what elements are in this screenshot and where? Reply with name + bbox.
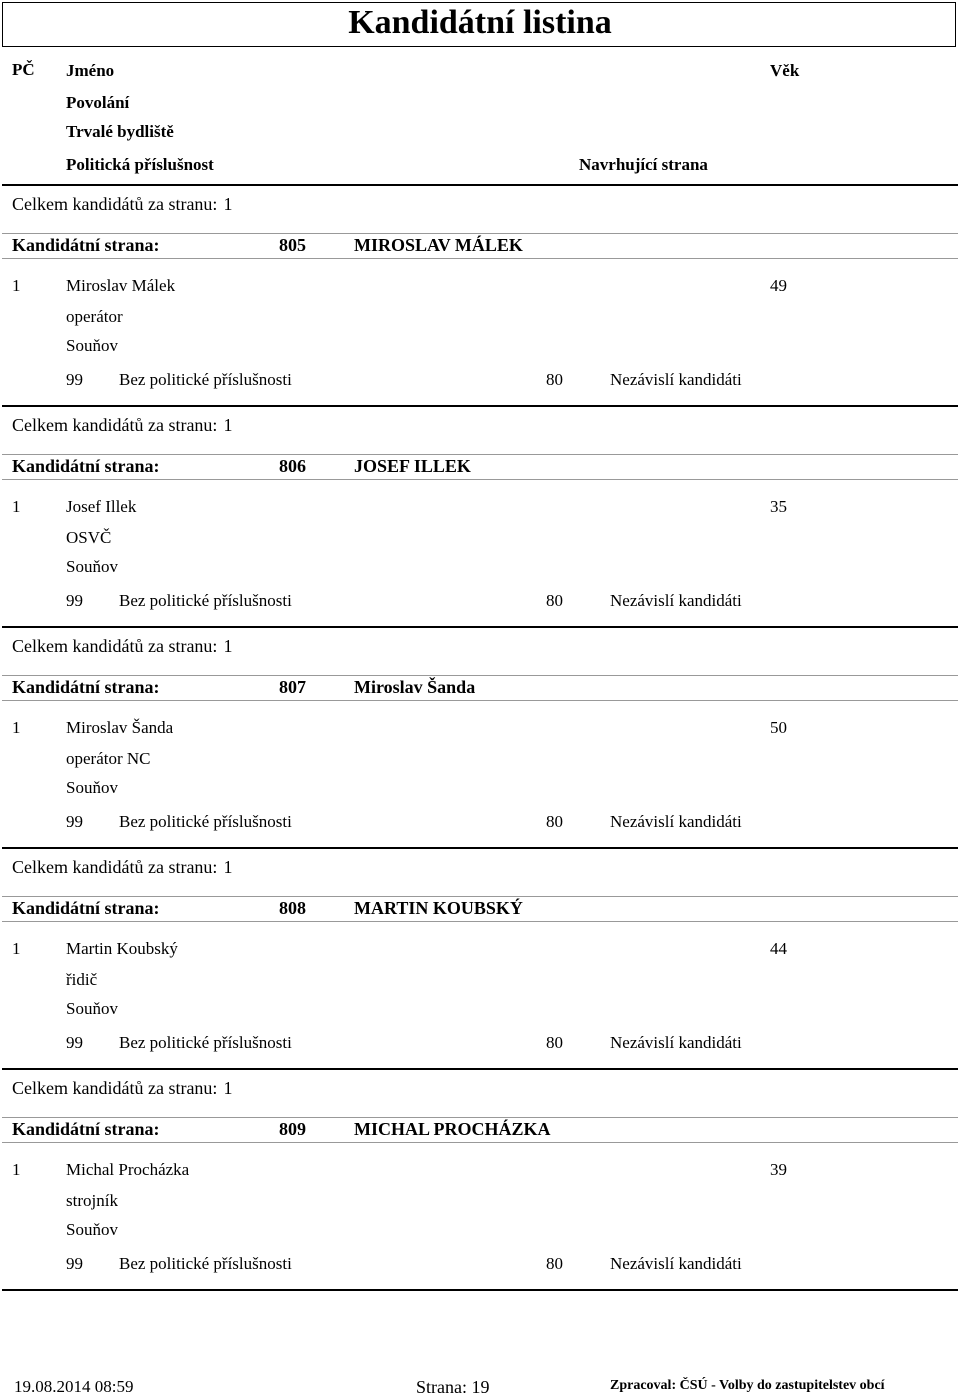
party-name: JOSEF ILLEK [354,456,471,476]
block-divider [2,405,958,407]
header-jmeno: Jméno [66,61,115,80]
celkem-line [12,194,232,215]
political-affiliation: Bez politické příslušnosti [119,812,292,831]
candidate-name: Michal Procházka [66,1160,190,1179]
nominating-code: 80 [546,812,563,831]
political-affiliation: Bez politické příslušnosti [119,1033,292,1052]
nominating-code: 80 [546,370,563,389]
candidate-age: 35 [770,497,787,516]
party-name: MIROSLAV MÁLEK [354,235,523,255]
celkem-count: 1 [223,415,233,435]
candidate-residence: Souňov [66,778,118,797]
celkem-label: Celkem kandidátů za stranu: [12,1078,218,1098]
header-prislusnost: Politická příslušnost [66,155,214,174]
party-label: Kandidátní strana: [12,1119,160,1139]
header-bydliste: Trvalé bydliště [66,122,174,141]
celkem-count: 1 [223,1078,233,1098]
header-vek: Věk [770,61,800,80]
candidate-age: 50 [770,718,787,737]
political-code: 99 [66,1254,83,1273]
celkem-label: Celkem kandidátů za stranu: [12,415,218,435]
nominating-code: 80 [546,591,563,610]
nominating-party: Nezávislí kandidáti [610,1033,742,1052]
candidate-age: 49 [770,276,787,295]
candidate-name: Miroslav Málek [66,276,176,295]
party-name: Miroslav Šanda [354,677,476,697]
candidate-residence: Souňov [66,336,118,355]
bottom-rule [2,1289,958,1291]
nominating-party: Nezávislí kandidáti [610,1254,742,1273]
candidate-name: Josef Illek [66,497,137,516]
page-title: Kandidátní listina [348,4,612,41]
candidate-number: 1 [12,718,21,737]
block-divider [2,184,958,186]
celkem-line [12,636,232,657]
candidate-occupation: strojník [66,1191,118,1210]
candidate-residence: Souňov [66,999,118,1018]
celkem-label: Celkem kandidátů za stranu: [12,636,218,656]
nominating-party: Nezávislí kandidáti [610,370,742,389]
block-divider [2,847,958,849]
celkem-label: Celkem kandidátů za stranu: [12,194,218,214]
party-number: 805 [279,235,306,255]
footer-page [416,1377,490,1398]
candidate-residence: Souňov [66,557,118,576]
candidate-number: 1 [12,497,21,516]
political-code: 99 [66,591,83,610]
political-affiliation: Bez politické příslušnosti [119,370,292,389]
candidate-occupation: operátor NC [66,749,151,768]
party-number: 807 [279,677,306,697]
block-divider [2,626,958,628]
candidate-name: Miroslav Šanda [66,718,174,737]
nominating-party: Nezávislí kandidáti [610,591,742,610]
party-name: MICHAL PROCHÁZKA [354,1119,551,1139]
celkem-count: 1 [223,194,233,214]
political-code: 99 [66,1033,83,1052]
party-label: Kandidátní strana: [12,456,160,476]
celkem-line [12,857,232,878]
party-label: Kandidátní strana: [12,235,160,255]
row-divider [2,921,958,922]
candidate-occupation: řidič [66,970,98,989]
footer-processed-by: Zpracoval: ČSÚ - Volby do zastupitelstev obcí [610,1378,885,1393]
candidate-occupation: operátor [66,307,123,326]
block-divider [2,1068,958,1070]
party-name: MARTIN KOUBSKÝ [354,898,523,918]
nominating-code: 80 [546,1254,563,1273]
footer-datetime: 19.08.2014 08:59 [14,1377,134,1396]
celkem-count: 1 [223,857,233,877]
header-pc: PČ [12,60,35,79]
party-number: 806 [279,456,306,476]
political-affiliation: Bez politické příslušnosti [119,1254,292,1273]
candidate-residence: Souňov [66,1220,118,1239]
political-code: 99 [66,812,83,831]
celkem-label: Celkem kandidátů za stranu: [12,857,218,877]
candidate-number: 1 [12,276,21,295]
row-divider [2,479,958,480]
header-navrhujici: Navrhující strana [579,155,708,174]
header-povolani: Povolání [66,93,130,112]
celkem-line [12,1078,232,1099]
party-label: Kandidátní strana: [12,677,160,697]
row-divider [2,700,958,701]
row-divider [2,896,958,897]
party-number: 809 [279,1119,306,1139]
row-divider [2,1117,958,1118]
footer-page-label: Strana: [416,1377,467,1397]
party-number: 808 [279,898,306,918]
candidate-occupation: OSVČ [66,528,112,547]
candidate-number: 1 [12,939,21,958]
party-label: Kandidátní strana: [12,898,160,918]
row-divider [2,454,958,455]
celkem-line [12,415,232,436]
candidate-age: 39 [770,1160,787,1179]
row-divider [2,233,958,234]
candidate-name: Martin Koubský [66,939,178,958]
candidate-number: 1 [12,1160,21,1179]
political-code: 99 [66,370,83,389]
candidate-age: 44 [770,939,787,958]
political-affiliation: Bez politické příslušnosti [119,591,292,610]
row-divider [2,675,958,676]
row-divider [2,258,958,259]
footer-page-no: 19 [471,1377,490,1397]
nominating-code: 80 [546,1033,563,1052]
nominating-party: Nezávislí kandidáti [610,812,742,831]
row-divider [2,1142,958,1143]
celkem-count: 1 [223,636,233,656]
